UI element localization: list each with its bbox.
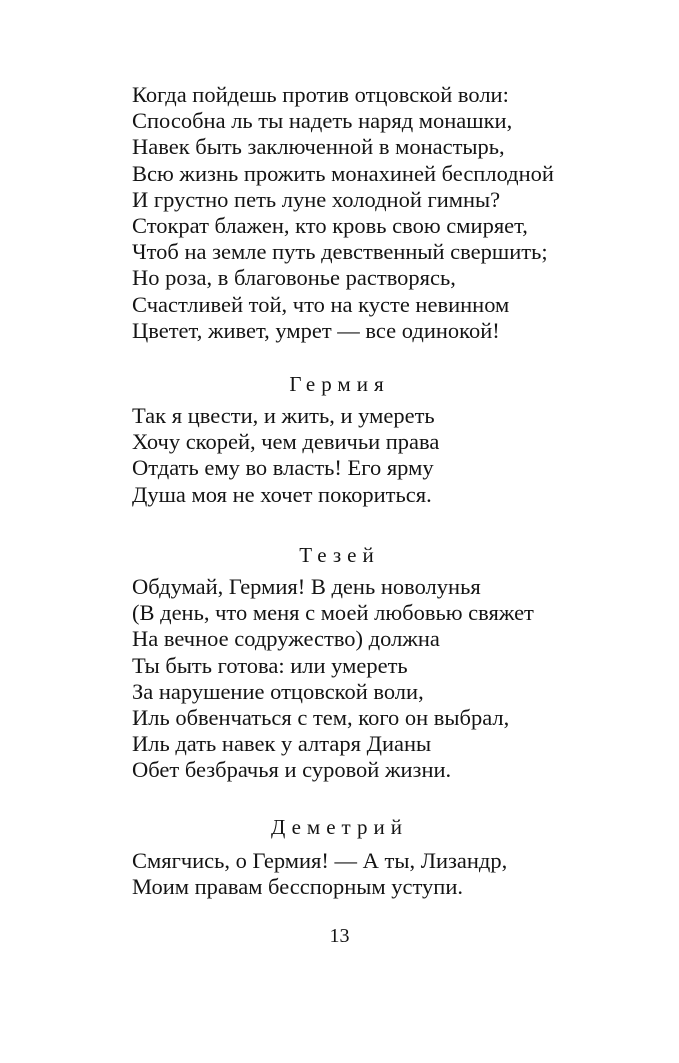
verse-line: Иль дать навек у алтаря Дианы (132, 731, 432, 757)
verse-line: Когда пойдешь против отцовской воли: (132, 82, 509, 107)
verse-line: За нарушение отцовской воли, (132, 678, 424, 704)
verse-line: Цветет, живет, умрет — все одинокой! (132, 317, 500, 343)
page-number: 13 (329, 925, 350, 947)
verse-line: Чтоб на земле путь девственный свершить; (132, 239, 548, 265)
verse-line: Стократ блажен, кто кровь свою смиряет, (132, 213, 528, 239)
verse-line: Так я цвести, и жить, и умереть (132, 403, 435, 428)
verse-line: Отдать ему во власть! Его ярму (132, 455, 434, 481)
speaker-name-theseus: Тезей (299, 543, 380, 567)
speaker-name-hermia: Гермия (289, 372, 390, 396)
verse-line: На вечное содружество) должна (132, 626, 440, 652)
verse-line: Душа моя не хочет покориться. (132, 481, 432, 507)
verse-line: Навек быть заключенной в монастырь, (132, 134, 505, 160)
verse-line: Способна ль ты надеть наряд монашки, (132, 108, 513, 134)
verse-line: Ты быть готова: или умереть (132, 652, 408, 678)
verse-line: Счастливей той, что на кусте невинном (132, 291, 510, 317)
verse-line: Обдумай, Гермия! В день новолунья (132, 574, 481, 599)
verse-line: И грустно петь луне холодной гимны? (132, 186, 501, 212)
stanza-demetrius (132, 848, 632, 900)
verse-line: Хочу скорей, чем девичьи права (132, 429, 440, 455)
verse-line: Обет безбрачья и суровой жизни. (132, 757, 452, 783)
verse-line: Моим правам бесспорным уступи. (132, 874, 464, 900)
verse-line: Но роза, в благовонье растворясь, (132, 265, 456, 291)
verse-line: Иль обвенчаться с тем, кого он выбрал, (132, 705, 510, 731)
stanza-hermia (132, 403, 632, 508)
verse-line: (В день, что меня с моей любовью свяжет (132, 600, 534, 626)
stanza-continued-speech (132, 82, 632, 344)
speaker-name-demetrius: Деметрий (271, 815, 408, 839)
verse-line: Всю жизнь прожить монахиней бесплодной (132, 160, 554, 186)
stanza-theseus (132, 574, 632, 784)
verse-line: Смягчись, о Гермия! — А ты, Лизандр, (132, 848, 508, 873)
